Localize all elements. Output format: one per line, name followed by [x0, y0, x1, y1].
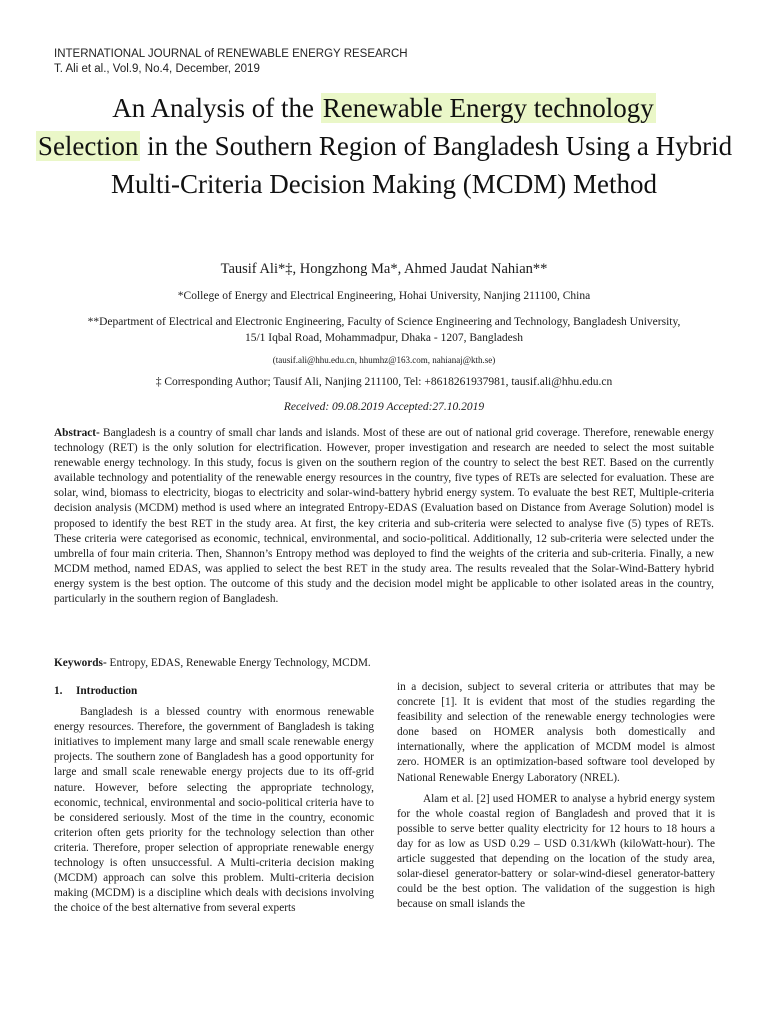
title-part1: An Analysis of the: [112, 93, 321, 123]
journal-citation: T. Ali et al., Vol.9, No.4, December, 2019: [54, 63, 260, 75]
paper-title: [20, 89, 748, 203]
intro-paragraph-3: Alam et al. [2] used HOMER to analyse a hybrid energy system for the whole coastal region of Bangladesh and proved that it is possible to serve better quality electricity for 12 hours to 18 hours a day for as low as USD 0.29 – USD 0.31/kWh (kiloWatt-hour). The article suggested that depending on the location of the study area, solar-diesel generator-battery or solar-wind-diesel generator-battery could be the best option. The validation of the suggestion is high because on small islands the: [397, 792, 715, 911]
abstract-text: Bangladesh is a country of small char lands and islands. Most of these are out of national grid coverage. Therefore, renewable energy technology (RET) is the only solution for electrification. However, proper investigation and research are needed to select the most suitable renewable energy technology. In this study, focus is given on the southern region of the country to select the best RET. Based on the currently available technology and potentiality of the renewable energy resources in the country, five types of RETs are selected for evaluation. These are solar, wind, biomass to electricity, biogas to electricity and solar-wind-battery hybrid energy system. To evaluate the best RET, Multiple-criteria decision analysis (MCDM) method is used where an integrated Entropy-EDAS (Evaluation based on Distance from Average Solution) model is proposed to identify the best RET in the study area. At first, the key criteria and sub-criteria were selected to analyse five (5) types of RETs. These criteria were categorised as economic, technical, environmental, and socio-political. Additionally, 12 sub-criteria were selected under the umbrella of four main criteria. Then, Shannon’s Entropy method was deployed to find the weights of the criteria and sub-criteria. Finally, a new MCDM method, named EDAS, was applied to select the best RET in the study area. The results revealed that the Solar-Wind-Battery hybrid energy system is the best option. The outcome of this study and the decision model might be applicable to other isolated areas in the country, particularly in the southern region of Bangladesh.: [54, 427, 714, 606]
keywords-label: Keywords-: [54, 657, 107, 669]
section-number: 1.: [54, 685, 63, 697]
abstract: [54, 426, 714, 607]
abstract-label: Abstract-: [54, 427, 100, 439]
title-highlight-2: Selection: [37, 131, 139, 161]
affiliation-2: [40, 314, 728, 346]
journal-name: INTERNATIONAL JOURNAL of RENEWABLE ENERGY RESEARCH: [54, 48, 408, 60]
intro-paragraph-2: in a decision, subject to several criteria or attributes that may be concrete [1]. It is evident that most of the studies regarding the feasibility and selection of the renewable energy technologies were done based on HOMER analysis both domestically and internationally, where the application of MCDM model is almost zero. HOMER is an optimization-based software tool developed by National Renewable Energy Laboratory (NREL).: [397, 681, 715, 784]
affiliation-1: *College of Energy and Electrical Engineering, Hohai University, Nanjing 211100, China: [177, 290, 591, 302]
corresponding-author: ‡ Corresponding Author; Tausif Ali, Nanjing 211100, Tel: +8618261937981, tausif.ali@hhu.edu.cn: [155, 376, 613, 388]
right-column: [397, 680, 715, 918]
author-emails: (tausif.ali@hhu.edu.cn, hhumhz@163.com, nahianaj@kth.se): [272, 355, 496, 365]
title-highlight-1: Renewable Energy technology: [322, 93, 654, 123]
keywords: [54, 656, 714, 671]
section-heading: [54, 684, 374, 699]
intro-paragraph-1: Bangladesh is a blessed country with enormous renewable energy resources. Therefore, the government of Bangladesh is taking initiatives to implement many large and small scale renewable energy projects. The southern zone of Bangladesh has a good opportunity for large and small scale renewable energy projects due to its off-grid nature. However, before selecting the appropriate technology, economic, technical, environmental and socio-political criteria have to be considered seriously. Most of the time in the country, economic criterion often gets priority for the technology selection than other criteria. Therefore, proper selection of appropriate renewable energy technology is often unsuccessful. A Multi-criteria decision making (MCDM) approach can solve this problem. Multi-criteria decision making (MCDM) is a discipline which deals with decisions involving the choice of the best alternative from several experts: [54, 706, 374, 915]
affiliation-2-line2: 15/1 Iqbal Road, Mohammadpur, Dhaka - 1207, Bangladesh: [244, 332, 524, 344]
received-dates: Received: 09.08.2019 Accepted:27.10.2019: [283, 401, 485, 413]
keywords-text: Entropy, EDAS, Renewable Energy Technology, MCDM.: [106, 657, 371, 669]
section-title: Introduction: [76, 685, 138, 697]
authors: Tausif Ali*‡, Hongzhong Ma*, Ahmed Jaudat Nahian**: [220, 261, 548, 277]
journal-header: [54, 47, 408, 77]
affiliation-2-line1: **Department of Electrical and Electronic Engineering, Faculty of Science Engineering and Technology, Bangladesh University,: [87, 316, 681, 328]
left-column: [54, 684, 374, 922]
title-part2: in the Southern Region of Bangladesh Using a Hybrid Multi-Criteria Decision Making (MCDM) Method: [111, 131, 733, 199]
